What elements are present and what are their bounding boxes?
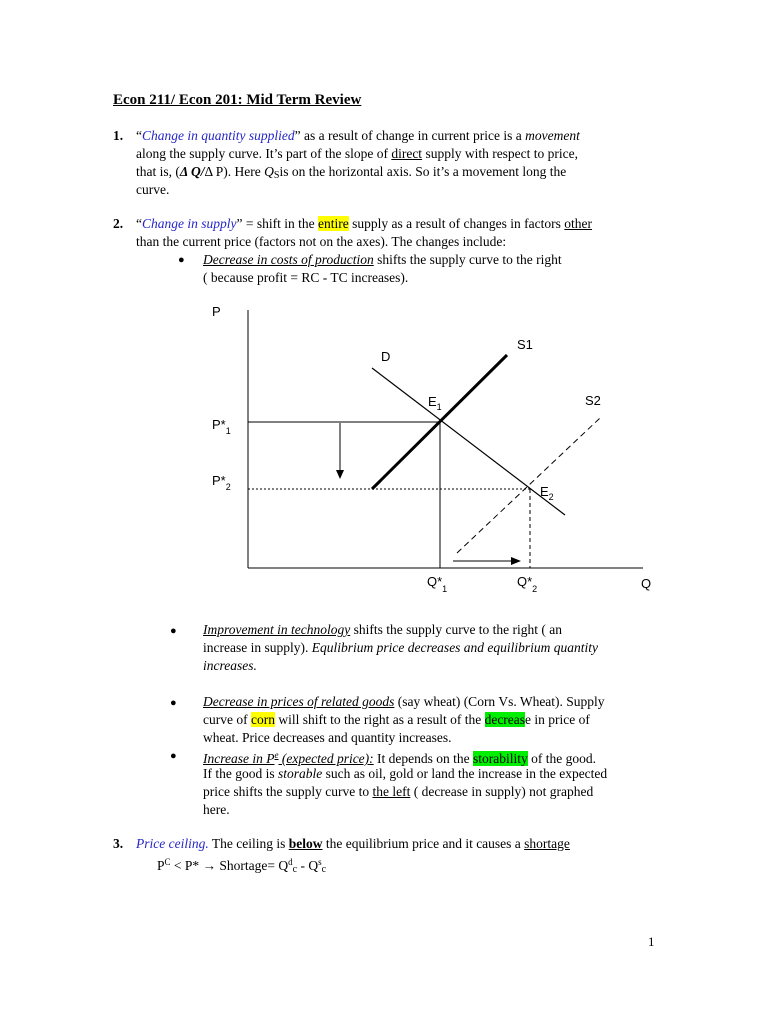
- bullet: ●: [178, 254, 185, 266]
- bullet: ●: [170, 697, 177, 709]
- highlight-decreas: decreas: [484, 712, 526, 727]
- term-shortage: shortage: [524, 836, 570, 851]
- text: supply with respect to price,: [422, 146, 579, 161]
- text: will shift to the right as a result of the: [274, 712, 485, 727]
- text: (say wheat) (Corn Vs. Wheat). Supply: [394, 694, 605, 709]
- supply-demand-graph: [195, 300, 665, 600]
- label-qstar-1: [427, 574, 447, 594]
- superscript-e: e: [274, 750, 279, 760]
- bullet-2-line-3: increases.: [203, 658, 257, 673]
- label-e1-main: E: [428, 394, 437, 409]
- term-change-in-supply: Change in supply: [142, 216, 237, 231]
- term-storable: storable: [278, 766, 323, 781]
- term-increase-in-p: Increase in P: [203, 751, 275, 766]
- label-pstar-2-sub: 2: [225, 482, 231, 492]
- term-decrease-costs: Decrease in costs of production: [203, 252, 374, 267]
- label-pstar-2: [212, 473, 231, 492]
- text: ( decrease in supply) not graphed: [410, 784, 594, 799]
- formula-sub-c: c: [321, 864, 327, 875]
- label-qstar-2-main: Q*: [517, 574, 533, 589]
- term-movement: movement: [525, 128, 580, 143]
- label-s1: S1: [517, 337, 533, 352]
- label-e2-sub: 2: [548, 492, 554, 502]
- label-qstar-2-sub: 2: [532, 584, 538, 594]
- label-pstar-1-main: P*: [212, 417, 226, 432]
- text: It depends on the: [373, 751, 474, 766]
- text: is on the horizontal axis. So it’s a movement long the: [279, 164, 567, 179]
- term-below: below: [288, 836, 323, 851]
- axis-label-p: P: [212, 304, 221, 319]
- label-pstar-2-main: P*: [212, 473, 226, 488]
- label-qstar-1-main: Q*: [427, 574, 443, 589]
- item-number: 2.: [113, 216, 124, 231]
- item-2-line-1: [136, 215, 592, 233]
- text: as a result of change in current price is a: [300, 128, 526, 143]
- label-s2: S2: [585, 393, 601, 408]
- right-arrow-icon: [511, 557, 521, 565]
- label-pstar-1: [212, 417, 231, 436]
- text: supply as a result of changes in factors: [348, 216, 565, 231]
- qs-symbol: Q: [264, 164, 274, 179]
- text: If the good is: [203, 766, 278, 781]
- delta-q: Δ Q/: [179, 164, 205, 179]
- bullet-4-line-3: [203, 783, 593, 801]
- quote-open: “: [136, 128, 142, 143]
- term-change-in-quantity-supplied: Change in quantity supplied: [142, 128, 295, 143]
- text: e in price of: [525, 712, 590, 727]
- term-decrease-related-goods: Decrease in prices of related goods: [203, 694, 395, 709]
- qs-subscript: S: [273, 170, 280, 181]
- formula-sup-c: C: [164, 857, 171, 867]
- label-e1-sub: 1: [436, 402, 442, 412]
- bullet-3-line-3: wheat. Price decreases and quantity increases.: [203, 730, 452, 745]
- item-3-line-1: [136, 835, 570, 853]
- quote-close: ”: [236, 216, 243, 231]
- page-number: 1: [648, 934, 655, 949]
- text: curve of: [203, 712, 251, 727]
- text: of the good.: [527, 751, 597, 766]
- bullet-4-line-2: [203, 765, 607, 783]
- bullet: ●: [170, 625, 177, 637]
- item-1-line-1: [136, 127, 580, 145]
- formula-text: < P*: [170, 858, 203, 873]
- text: that is, (: [136, 164, 180, 179]
- item-number: 1.: [113, 128, 124, 143]
- highlight-entire: entire: [317, 216, 349, 231]
- text: along the supply curve. It’s part of the slope of: [136, 146, 392, 161]
- formula-text: Shortage= Q: [216, 858, 289, 873]
- item-1-line-4: curve.: [136, 182, 170, 197]
- text: = shift in the: [242, 216, 318, 231]
- label-pstar-1-sub: 1: [225, 426, 231, 436]
- axis-label-q: Q: [641, 576, 652, 591]
- text: increase in supply).: [203, 640, 312, 655]
- text: shifts the supply curve to the right ( an: [350, 622, 563, 637]
- bullet-3-line-1: [203, 693, 605, 711]
- formula-text: - Q: [297, 858, 319, 873]
- item-2-line-2: than the current price (factors not on the axes). The changes include:: [136, 234, 507, 249]
- text: shifts the supply curve to the right: [373, 252, 562, 267]
- label-e2: [540, 484, 554, 502]
- item-3-formula: [157, 853, 326, 879]
- bullet-4-line-4: here.: [203, 802, 230, 817]
- label-demand: D: [381, 349, 391, 364]
- text: The ceiling is: [208, 836, 289, 851]
- formula-sup-s: s: [318, 857, 322, 867]
- quote-open: “: [136, 216, 142, 231]
- term-other: other: [564, 216, 593, 231]
- highlight-corn: corn: [250, 712, 275, 727]
- supply-curve-s2: [457, 418, 600, 553]
- text: such as oil, gold or land the increase in the expected: [322, 766, 608, 781]
- bullet-2-line-2: [203, 639, 598, 657]
- term-expected-price: (expected price):: [278, 751, 374, 766]
- label-e1: [428, 394, 442, 412]
- bullet-1-line-1: [203, 251, 562, 269]
- term-direct: direct: [391, 146, 423, 161]
- term-the-left: the left: [372, 784, 411, 799]
- bullet-1-line-2: ( because profit = RC - TC increases).: [203, 270, 409, 285]
- item-number: 3.: [113, 836, 124, 851]
- document-title: Econ 211/ Econ 201: Mid Term Review: [113, 92, 362, 108]
- bullet: ●: [170, 750, 177, 762]
- text-italic: Equlibrium price decreases and equilibrium quantity: [311, 640, 599, 655]
- term-price-ceiling: Price ceiling.: [136, 836, 209, 851]
- bullet-3-line-2: [203, 711, 590, 729]
- right-arrow-icon: →: [202, 858, 217, 873]
- demand-curve: [372, 368, 565, 515]
- text: price shifts the supply curve to: [203, 784, 373, 799]
- formula-sub-c: c: [292, 864, 298, 875]
- formula-sup-d: d: [288, 857, 293, 867]
- item-1-line-3: [136, 163, 566, 185]
- bullet-2-line-1: [203, 621, 562, 639]
- item-1-line-2: [136, 145, 578, 163]
- delta-p: Δ P). Here: [204, 164, 265, 179]
- formula-p: P: [157, 858, 165, 873]
- label-qstar-1-sub: 1: [442, 584, 448, 594]
- label-qstar-2: [517, 574, 537, 594]
- label-e2-main: E: [540, 484, 549, 499]
- quote-close: ”: [294, 128, 301, 143]
- highlight-storability: storability: [473, 751, 528, 766]
- term-improvement-technology: Improvement in technology: [203, 622, 351, 637]
- down-arrow-icon: [336, 470, 344, 479]
- text: the equilibrium price and it causes a: [322, 836, 525, 851]
